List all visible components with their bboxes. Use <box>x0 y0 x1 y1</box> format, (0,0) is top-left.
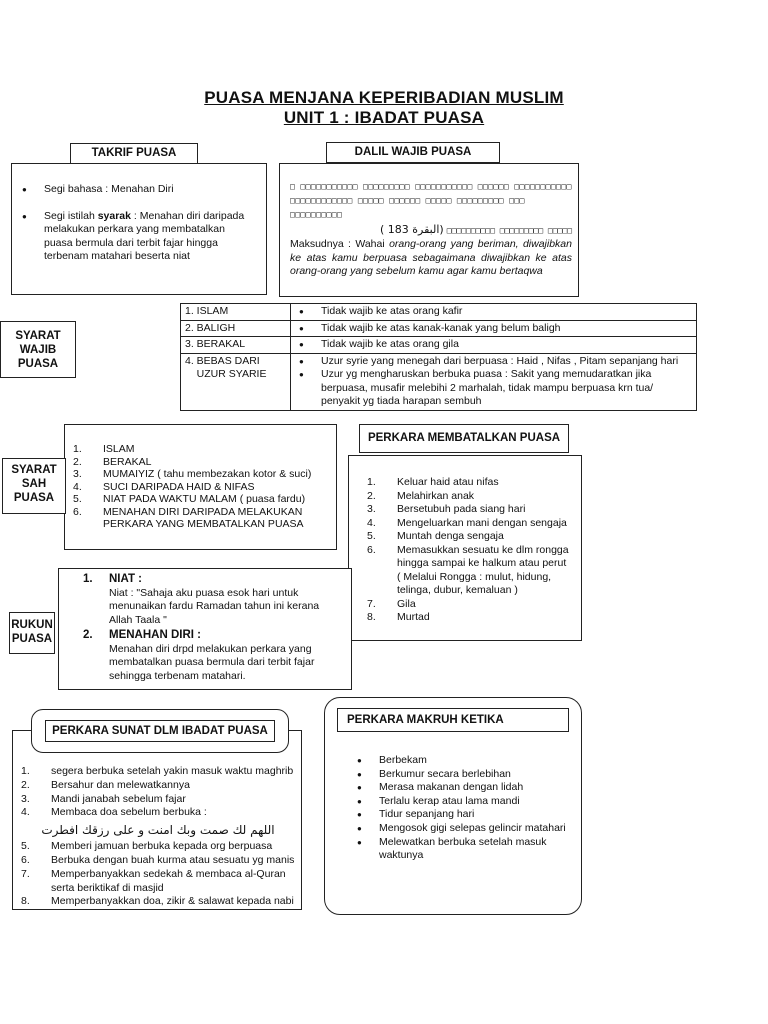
dalil-box <box>279 163 579 297</box>
syarat-wajib-cond: 1. ISLAM <box>181 304 291 321</box>
makruh-item: ● Berkumur secara berlebihan <box>355 768 569 782</box>
syarat-sah-item: ISLAM <box>103 443 135 455</box>
sunat-box <box>12 730 302 910</box>
syarat-sah-box <box>64 424 337 550</box>
syarat-sah-item: BERAKAL <box>103 455 152 468</box>
makruh-item: ● Merasa makanan dengan lidah <box>355 781 569 795</box>
syarat-sah-item: MUMAIYIZ ( tahu membezakan kotor & suci) <box>103 468 312 480</box>
membatalkan-item: Murtad <box>397 611 430 623</box>
makruh-item: ● Melewatkan berbuka setelah masuk waktunya <box>355 836 569 863</box>
syarat-wajib-row <box>181 320 697 337</box>
membatalkan-item: Bersetubuh pada siang hari <box>397 503 526 515</box>
syarat-sah-item: SUCI DARIPADA HAID & NIFAS <box>103 480 255 493</box>
syarat-wajib-cond: 4. BEBAS DARI UZUR SYARIE <box>181 353 291 410</box>
syarat-wajib-desc-item: ● Tidak wajib ke atas orang gila <box>297 338 692 352</box>
sunat-item: Memperbanyakkan doa, zikir & salawat kepada nabi <box>51 895 294 908</box>
syarat-wajib-desc <box>291 320 697 337</box>
syarat-wajib-desc-item: ● Uzur syrie yang menegah dari berpuasa : Haid , Nifas , Pitam sepanjang hari <box>297 355 692 369</box>
syarat-wajib-row <box>181 304 697 321</box>
syarat-wajib-table <box>180 303 697 411</box>
syarat-wajib-row <box>181 337 697 354</box>
rukun-label: RUKUN PUASA <box>9 612 55 654</box>
syarat-wajib-cond: 2. BALIGH <box>181 320 291 337</box>
sunat-list <box>21 765 295 909</box>
syarat-wajib-label: SYARAT WAJIB PUASA <box>0 321 76 378</box>
dalil-arabic-line: □ □□□□□□□□□□□ □□□□□□□□□ □□□□□□□□□□□ □□□□□□ □□□□□□□□□□□ <box>290 182 572 191</box>
sunat-item: Membaca doa sebelum berbuka : <box>51 806 207 819</box>
makruh-item: ● Terlalu kerap atau lama mandi <box>355 795 569 809</box>
syarat-wajib-desc <box>291 304 697 321</box>
sunat-item: Mandi janabah sebelum fajar <box>51 792 186 805</box>
membatalkan-box <box>348 455 582 641</box>
dalil-arabic-ref: ( البقرة 183) □□□□□□□□□□ □□□□□□□□□ □□□□□ <box>379 223 572 236</box>
dalil-arabic-line: □□□□□□□□□□□□ □□□□□ □□□□□□ □□□□□ □□□□□□□□□ □□□ □□□□□□□□□□ <box>290 196 525 219</box>
syarat-wajib-desc <box>291 337 697 354</box>
dalil-header: DALIL WAJIB PUASA <box>326 142 500 163</box>
makruh-item: ● Berbekam <box>355 754 569 768</box>
membatalkan-item: Keluar haid atau nifas <box>397 476 499 488</box>
membatalkan-item: Gila <box>397 597 416 610</box>
makruh-header: PERKARA MAKRUH KETIKA <box>337 708 569 732</box>
takrif-list <box>12 183 266 264</box>
membatalkan-item: Mengeluarkan mani dengan sengaja <box>397 516 567 529</box>
makruh-item: ● Mengosok gigi selepas gelincir matahari <box>355 822 569 836</box>
sunat-header: PERKARA SUNAT DLM IBADAT PUASA <box>45 720 275 742</box>
makruh-item: ● Tidur sepanjang hari <box>355 808 569 822</box>
syarat-wajib-desc-item: ● Tidak wajib ke atas orang kafir <box>297 305 692 319</box>
membatalkan-list <box>367 476 571 625</box>
syarat-sah-label: SYARAT SAH PUASA <box>2 458 66 514</box>
page-subtitle: UNIT 1 : IBADAT PUASA <box>283 108 485 127</box>
takrif-item: ● Segi bahasa : Menahan Diri <box>20 183 256 197</box>
rukun-box <box>58 568 352 690</box>
takrif-header: TAKRIF PUASA <box>70 143 198 164</box>
rukun-niat: 1. NIAT : Niat : "Sahaja aku puasa esok hari untuk menunaikan fardu Ramadan tahun ini kerana Allah Taala " <box>83 573 320 626</box>
syarat-wajib-row <box>181 353 697 410</box>
syarat-sah-item: NIAT PADA WAKTU MALAM ( puasa fardu) <box>103 493 306 505</box>
sunat-item: segera berbuka setelah yakin masuk waktu maghrib <box>51 765 294 777</box>
page-title: PUASA MENJANA KEPERIBADIAN MUSLIM <box>204 88 564 107</box>
makruh-list <box>355 754 569 863</box>
syarat-sah-list <box>73 443 328 531</box>
syarat-wajib-desc-item: ● Tidak wajib ke atas kanak-kanak yang belum baligh <box>297 322 692 336</box>
rukun-menahan: 2. MENAHAN DIRI : Menahan diri drpd melakukan perkara yang membatalkan puasa bermula dari terbit fajar sehingga terbenam matahari. <box>83 629 315 682</box>
sunat-item: Memberi jamuan berbuka kepada org berpuasa <box>51 840 273 853</box>
membatalkan-item: Melahirkan anak <box>397 489 475 502</box>
membatalkan-item: Memasukkan sesuatu ke dlm rongga hingga sampai ke halkum atau perut ( Melalui Rongga : mulut, hidung, telinga, dubur, kemaluan ) <box>397 543 569 596</box>
syarat-sah-item: MENAHAN DIRI DARIPADA MELAKUKAN PERKARA YANG MEMBATALKAN PUASA <box>103 505 304 530</box>
sunat-doa: اللهم لك صمت وبك امنت و على رزقك افطرت <box>41 823 275 838</box>
sunat-item: Bersahur dan melewatkannya <box>51 778 190 791</box>
syarat-wajib-desc-item: ● Uzur yg mengharuskan berbuka puasa : Sakit yang memudaratkan jika berpuasa, musafir melebihi 2 marhalah, tidak mampu berpuasa krn tua/ penyakit yg tiada harapan sembuh <box>297 368 692 409</box>
membatalkan-item: Muntah denga sengaja <box>397 530 504 542</box>
membatalkan-header: PERKARA MEMBATALKAN PUASA <box>359 424 569 453</box>
syarat-wajib-cond: 3. BERAKAL <box>181 337 291 354</box>
sunat-item: Memperbanyakkan sedekah & membaca al-Quran serta beriktikaf di masjid <box>51 867 286 894</box>
syarat-wajib-desc <box>291 353 697 410</box>
sunat-item: Berbuka dengan buah kurma atau sesuatu yg manis <box>51 853 295 866</box>
dalil-translation: Maksudnya : Wahai orang-orang yang beriman, diwajibkan ke atas kamu berpuasa sebagaimana diwajibkan ke atas orang-orang yang sebelum kamu agar kamu bertaqwa <box>290 238 572 277</box>
takrif-box <box>11 163 267 295</box>
takrif-item: ● Segi istilah syarak : Menahan diri daripada melakukan perkara yang membatalkan puasa bermula dari terbit fajar hingga terbenam matahari beserta niat <box>20 210 256 264</box>
